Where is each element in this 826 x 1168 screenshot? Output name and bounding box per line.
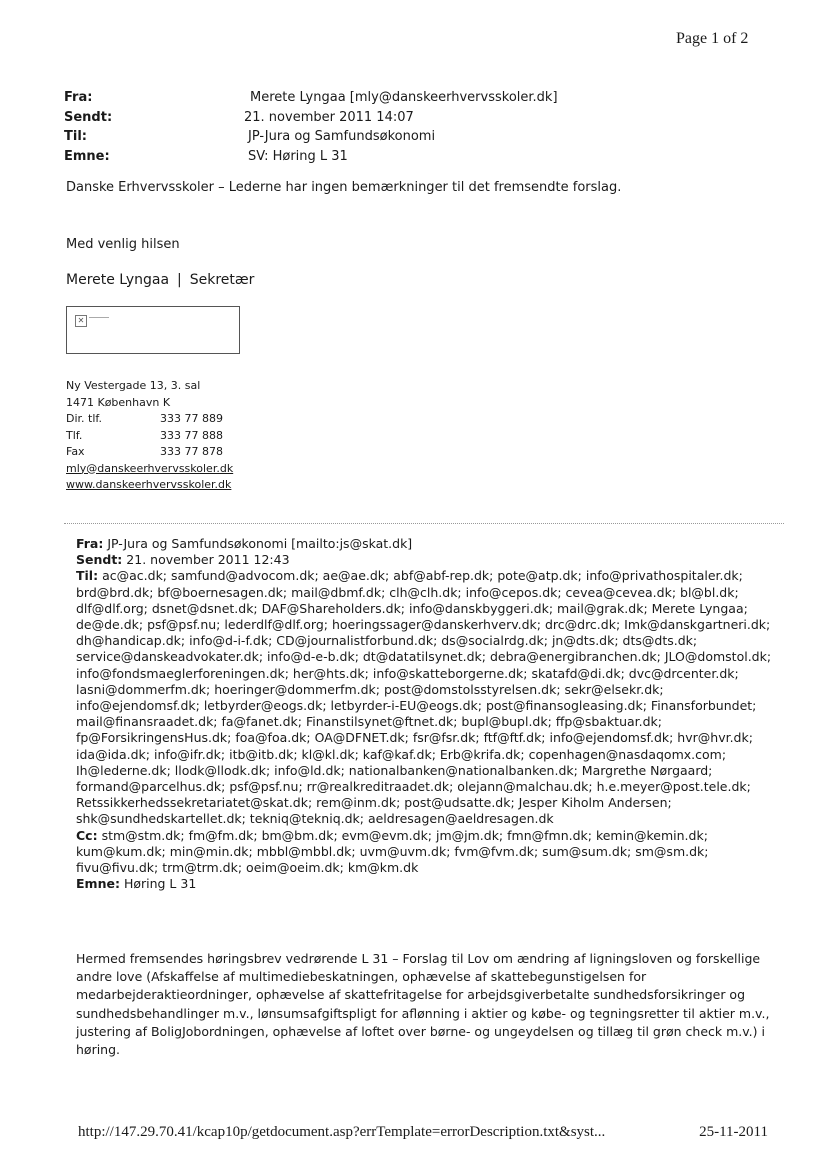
signature-logo-placeholder <box>66 306 240 354</box>
signature-name: Merete Lyngaa <box>66 272 170 288</box>
subject-label: Emne: <box>76 876 120 892</box>
phone-row: Fax 333 77 878 <box>66 445 223 458</box>
to-recipients: ac@ac.dk; samfund@advocom.dk; ae@ae.dk; abf@abf-rep.dk; pote@atp.dk; info@privathospitaler.dk; brd@brd.dk; bf@boernesagen.dk; mail@dbmf.dk; clh@clh.dk; info@cepos.dk; cevea@cevea.dk; bl@bl.dk; dlf@dlf.org; dsnet@dsnet.dk; DAF@Shareholders.dk; info@danskbyggeri.dk; mail@grak.dk; Merete Lyngaa; de@de.dk; psf@psf.nu; lederdlf@dlf.org; hoeringssager@danskerhverv.dk; drc@drc.dk; Imk@danskgartneri.dk; dh@handicap.dk; info@d-i-f.dk; CD@journalistforbund.dk; ds@socialrdg.dk; jn@dts.dk; dts@dts.dk; service@danskeadvokater.dk; info@d-e-b.dk; dt@datatilsynet.dk; debra@energibranchen.dk; JLO@domstol.dk; info@fondsmaeglerforeningen.dk; her@hts.dk; info@skatteborgerne.dk; skatafd@di.dk; dvc@drcenter.dk; lasni@dommerfm.dk; hoeringer@dommerfm.dk; post@domstolsstyrelsen.dk; sekr@elsekr.dk; info@ejendomsf.dk; letbyrder@eogs.dk; letbyrder-i-EU@eogs.dk; post@finansogleasing.dk; Finansforbundet; mail@finansraadet.dk; fa@fanet.dk; Finanstilsynet@ftnet.dk; bupl@bupl.dk; ffp@sbaktuar.dk; fp@ForsikringensHus.dk; foa@foa.dk; OA@DFNET.dk; fsr@fsr.dk; ftf@ftf.dk; info@ejendomsf.dk; hvr@hvr.dk; ida@ida.dk; info@ifr.dk; itb@itb.dk; kl@kl.dk; kaf@kaf.dk; Erb@krifa.dk; copenhagen@nasdaqomx.com; Ih@lederne.dk; llodk@llodk.dk; info@ld.dk; nationalbanken@nationalbanken.dk; Margrethe Nørgaard; formand@parcelhus.dk; psf@psf.nu; rr@realkreditraadet.dk; olejann@malchau.dk; h.e.meyer@post.tele.dk; Retssikkerhedssekretariatet@skat.dk; rem@inm.dk; post@udsatte.dk; Jesper Kiholm Andersen; shk@sundhedskartellet.dk; tekniq@tekniq.dk; aeldresagen@aeldresagen.dk <box>76 568 772 827</box>
from-value: Merete Lyngaa [mly@danskeerhvervsskoler.dk] <box>250 90 558 105</box>
sent-label: Sendt: <box>76 552 123 568</box>
signature-title: Sekretær <box>189 272 255 288</box>
from-value: JP-Jura og Samfundsøkonomi [mailto:js@skat.dk] <box>107 536 413 551</box>
footer-url: http://147.29.70.41/kcap10p/getdocument.asp?errTemplate=errorDescription.txt&syst... <box>78 1124 606 1140</box>
subject-value: Høring L 31 <box>123 876 197 892</box>
signature-website-link[interactable]: www.danskeerhvervsskoler.dk <box>66 478 232 491</box>
cc-label: Cc: <box>76 827 98 843</box>
greeting: Med venlig hilsen <box>66 237 180 252</box>
sent-value: 21. november 2011 14:07 <box>244 109 414 125</box>
phone-row: Dir. tlf. 333 77 889 <box>66 412 223 425</box>
email2-header <box>76 536 776 892</box>
message-divider <box>64 523 784 524</box>
subject-label: Emne: <box>64 148 110 164</box>
email1-body: Danske Erhvervsskoler – Lederne har ingen bemærkninger til det fremsendte forslag. <box>66 180 622 195</box>
signature-email-link[interactable]: mly@danskeerhvervsskoler.dk <box>66 461 234 475</box>
to-label: Til: <box>76 568 99 584</box>
signature-address <box>66 378 233 494</box>
email1-header <box>64 88 558 166</box>
sent-label: Sendt: <box>64 109 113 125</box>
from-label: Fra: <box>64 90 93 105</box>
address-line-1: Ny Vestergade 13, 3. sal <box>66 379 201 392</box>
to-value: JP-Jura og Samfundsøkonomi <box>248 129 436 144</box>
print-footer <box>78 1124 768 1141</box>
footer-date: 25-11-2011 <box>699 1124 768 1140</box>
email2-body: Hermed fremsendes høringsbrev vedrørende L 31 – Forslag til Lov om ændring af ligningsloven og forskellige andre love (Afskaffelse af multimediebeskatningen, ophævelse af skattebegunstigelsen for medarbejderaktieordninger, ophævelse af skattefritagelse for arbejdsgiverbetalte sundhedsforsikringer og sundhedsbehandlinger m.v., lønsumsafgiftspligt for aflønning i aktier og købe- og tegningsretter til aktier m.v., justering af BoligJobordningen, ophævelse af loftet over børne- og ungeydelsen og tillæg til grøn check m.v.) i høring. <box>76 951 770 1058</box>
sent-value: 21. november 2011 12:43 <box>126 552 290 568</box>
signature-name-line <box>66 272 254 288</box>
page-number: Page 1 of 2 <box>676 30 749 47</box>
to-label: Til: <box>64 129 87 144</box>
cc-recipients: stm@stm.dk; fm@fm.dk; bm@bm.dk; evm@evm.dk; jm@jm.dk; fmn@fmn.dk; kemin@kemin.dk; kum@kum.dk; min@min.dk; mbbl@mbbl.dk; uvm@uvm.dk; fvm@fvm.dk; sum@sum.dk; sm@sm.dk; fivu@fivu.dk; trm@trm.dk; oeim@oeim.dk; km@km.dk <box>76 827 709 876</box>
signature-separator: | <box>177 272 182 288</box>
subject-value: SV: Høring L 31 <box>248 148 348 164</box>
address-line-2: 1471 København K <box>66 395 171 409</box>
from-label: Fra: <box>76 536 104 551</box>
phone-row: Tlf. 333 77 888 <box>66 428 223 442</box>
broken-image-icon: ✕ <box>75 315 87 327</box>
